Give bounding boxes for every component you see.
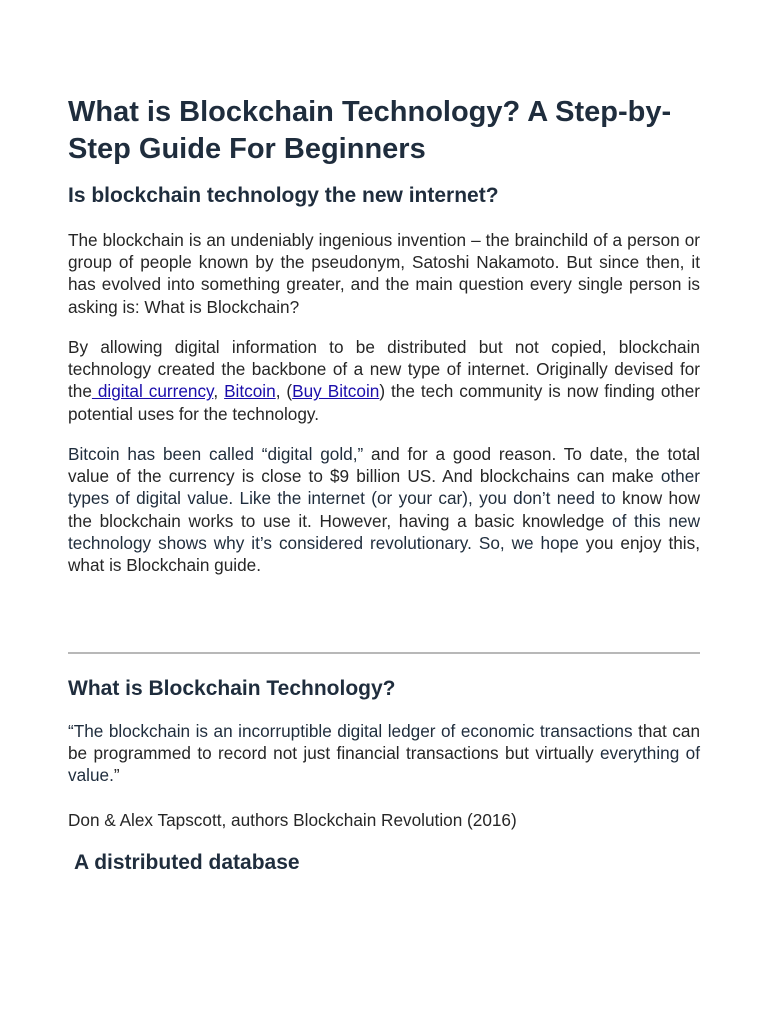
digital-gold-text: Bitcoin has been called “digital gold,” — [68, 444, 364, 464]
quote-text: everything of value. — [68, 743, 700, 786]
quote-attribution: Don & Alex Tapscott, authors Blockchain Revolution (2016) — [68, 810, 517, 830]
section-heading-new-internet: Is blockchain technology the new internet? — [68, 184, 499, 207]
buy-bitcoin-link[interactable]: Buy Bitcoin — [292, 381, 380, 402]
section-divider — [68, 652, 700, 654]
page-title: What is Blockchain Technology? A Step-by-Step Guide For Beginners — [68, 96, 672, 165]
backbone-text-before: By allowing digital information to be distributed but not copied, blockchain technology created the backbone of a new type of internet. Originally devised for the — [68, 337, 700, 402]
backbone-text-after: ) the tech community is now finding other potential uses for the technology. — [68, 381, 700, 424]
backbone-paragraph — [68, 336, 700, 425]
quote-text: ” — [113, 765, 120, 786]
digital-gold-paragraph — [68, 443, 700, 576]
link-separator: , ( — [275, 381, 293, 402]
digital-gold-text: you enjoy this, what is Blockchain guide. — [68, 532, 700, 576]
digital-gold-text: of this new technology shows why it’s considered revolutionary. So, we hope — [68, 510, 700, 553]
digital-gold-text: other types of digital value. Like the internet (or your car), you don’t need to — [68, 466, 700, 509]
section-heading-what-is-blockchain: What is Blockchain Technology? — [68, 677, 396, 700]
digital-gold-text: know how the blockchain works to use it. However, having a basic knowledge — [68, 488, 700, 531]
link-separator: , — [213, 381, 225, 402]
bitcoin-link[interactable]: Bitcoin — [224, 381, 276, 402]
section-heading-distributed-database: A distributed database — [74, 851, 300, 874]
intro-paragraph: The blockchain is an undeniably ingenious invention – the brainchild of a person or group of people known by the pseudonym, Satoshi Nakamoto. But since then, it has evolved into something greater, and the main question every single person is asking is: What is Blockchain? — [68, 230, 700, 317]
digital-gold-text: and for a good reason. To date, the total value of the currency is close to $9 billion US. And blockchains can make — [68, 444, 700, 487]
quote-text: that can be programmed to record not just financial transactions but virtually — [68, 721, 701, 764]
quote-text: “The blockchain is an incorruptible digital ledger of economic transactions — [68, 721, 633, 741]
digital-currency-link[interactable]: digital currency — [91, 381, 214, 402]
tapscott-quote — [68, 720, 700, 787]
